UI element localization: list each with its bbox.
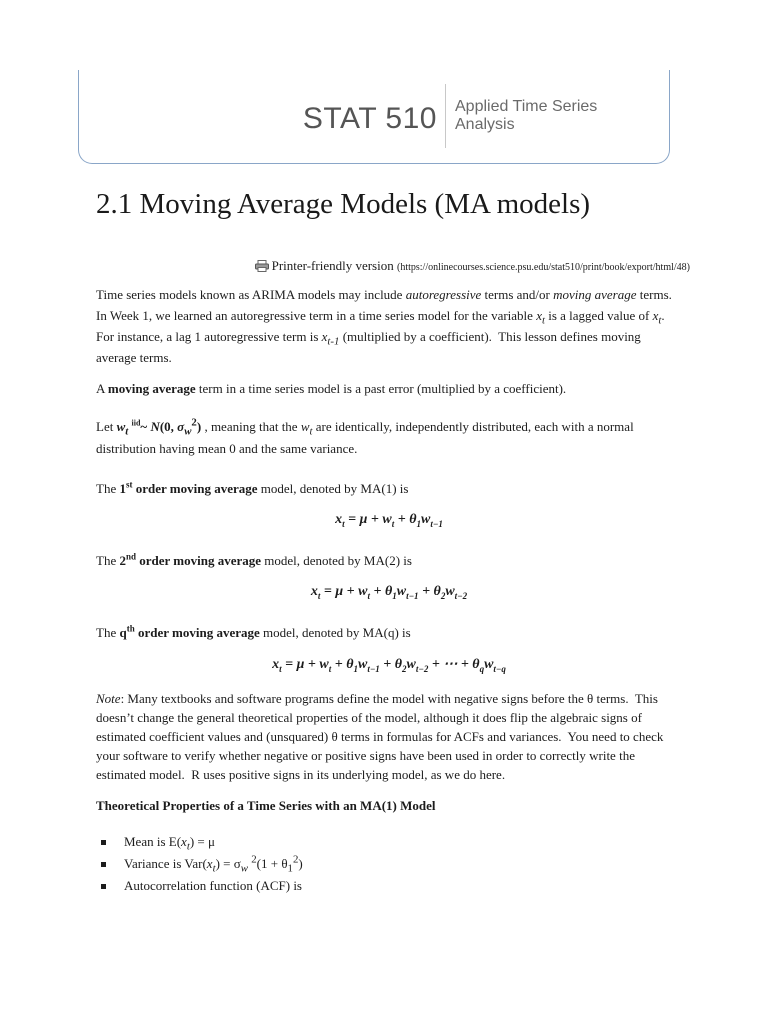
ma2-intro: The 2nd order moving average model, denoted by MA(2) is [96,551,412,568]
properties-list [96,832,303,898]
ma1-equation: $x_t = \mu + w_t + \theta_1w_{t-1}$ [335,512,443,529]
course-name [455,98,635,134]
maq-intro: The $q^{th}$ order moving average model, denoted by MA(q) is [96,623,411,640]
header-divider [445,84,446,148]
course-header [78,70,670,164]
maq-equation: $x_t = \mu + w_t + \theta_1w_{t-1} + \theta_2w_{t-2}$ + ⋯ + $\theta_qw_{t-q}$ [272,657,506,674]
course-code: STAT 510 [302,102,437,135]
list-item: Mean is $E(x_t) = \mu$ [96,832,303,854]
printer-label[interactable]: Printer-friendly version [271,258,394,273]
list-item: Autocorrelation function (ACF) is [96,876,303,898]
list-item: Variance is $Var(x_t) = \sigma_w$ $^2(1 + \theta_1^2)$ [96,854,303,876]
course-name-line2: Analysis [455,116,515,133]
definition-paragraph: A moving average term in a time series model is a past error (multiplied by a coefficient). [96,381,567,396]
noise-paragraph: Let $w_t$ $^{iid}$~ N(0, $\sigma_w^2$) , meaning that the $w_t$ are identically, independently distributed, each with a normal distribution having mean 0 and the same variance. [96,416,634,456]
course-name-line1: Applied Time Series [455,98,598,115]
intro-paragraph: Time series models known as ARIMA models may include autoregressive terms and/or moving average terms. In Week 1, we learned an autoregressive term in a time series model for the variable $x_t$ is a lagged value of $x_t$. For instance, a lag 1 autoregressive term is $x_{t-1}$ (multiplied by a coefficient). This lesson defines moving average terms. [96,287,676,365]
page-title: 2.1 Moving Average Models (MA models) [96,188,591,220]
ma1-intro: The 1st order moving average model, denoted by MA(1) is [96,479,409,496]
properties-heading: Theoretical Properties of a Time Series with an MA(1) Model [96,798,436,813]
printer-icon [255,260,269,276]
note-paragraph: Note: Many textbooks and software programs define the model with negative signs before the θ terms. This doesn’t change the general theoretical properties of the model, although it does flip the algebraic signs of estimated coefficient values and (unsquared) θ terms in formulas for ACFs and variances. You need to check your software to verify whether negative or positive signs have been used in order to correctly write the estimated model. R uses positive signs in its underlying model, as we do here. [96,691,664,782]
ma2-equation: $x_t = \mu + w_t + \theta_1w_{t-1} + \theta_2w_{t-2}$ [310,584,468,601]
printer-friendly-link[interactable] [255,258,690,276]
printer-url: (https://onlinecourses.science.psu.edu/stat510/print/book/export/html/48) [396,262,690,273]
